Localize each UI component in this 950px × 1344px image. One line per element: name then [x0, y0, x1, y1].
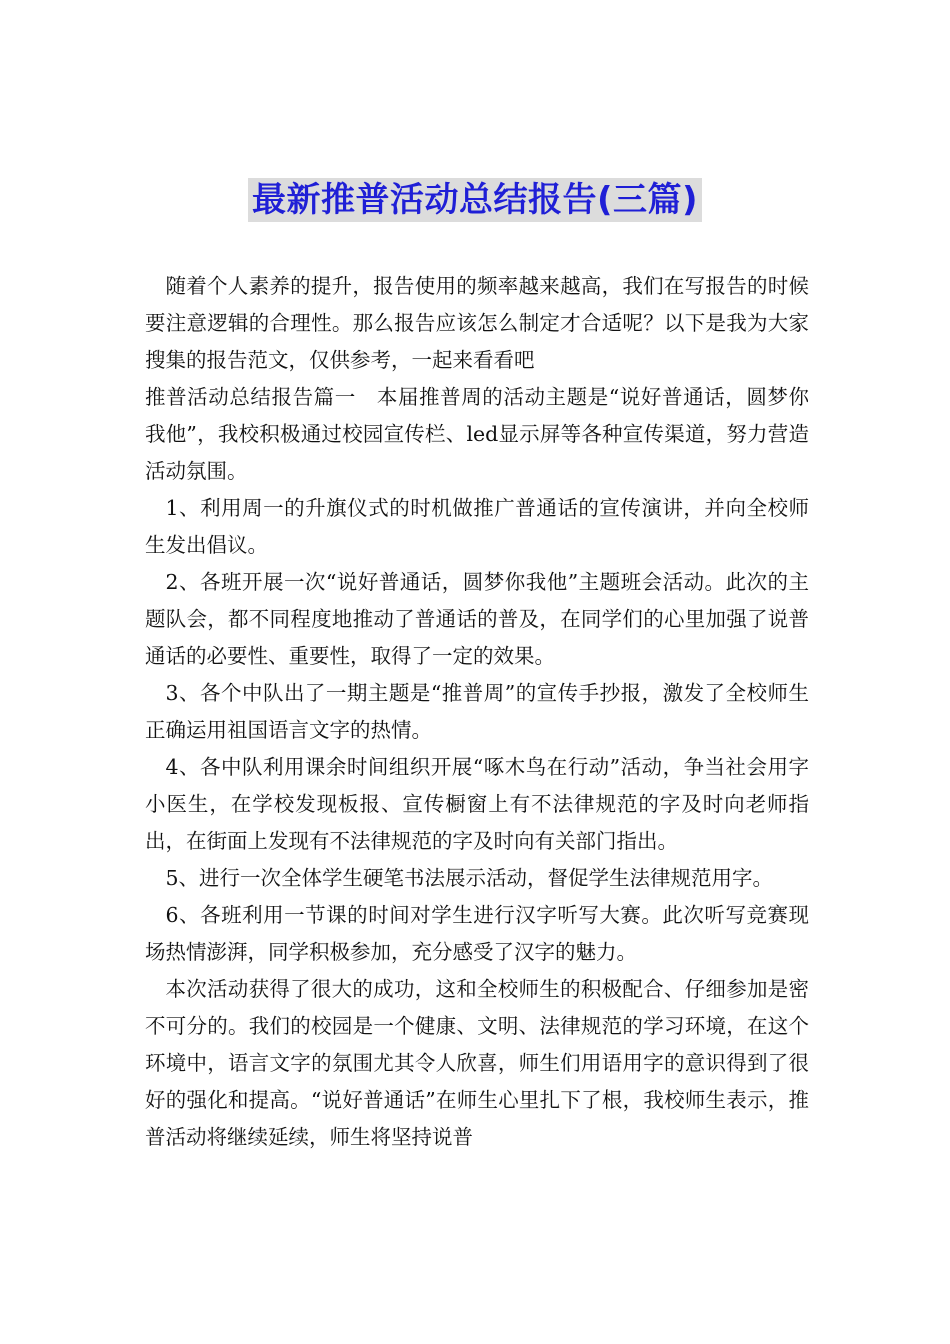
section-one-paragraph: 推普活动总结报告篇一 本届推普周的活动主题是“说好普通话，圆梦你我他”，我校积极通过校园宣传栏、led显示屏等各种宣传渠道，努力营造活动氛围。	[145, 385, 809, 483]
document-title: 最新推普活动总结报告(三篇)	[248, 178, 702, 222]
list-item-2: 2、各班开展一次“说好普通话，圆梦你我他”主题班会活动。此次的主题队会，都不同程度地推动了普通话的普及，在同学们的心里加强了说普通话的必要性、重要性，取得了一定的效果。	[145, 570, 809, 668]
intro-paragraph: 随着个人素养的提升，报告使用的频率越来越高，我们在写报告的时候要注意逻辑的合理性。那么报告应该怎么制定才合适呢？以下是我为大家搜集的报告范文，仅供参考，一起来看看吧	[145, 274, 809, 372]
list-item-6: 6、各班利用一节课的时间对学生进行汉字听写大赛。此次听写竞赛现场热情澎湃，同学积极参加，充分感受了汉字的魅力。	[145, 903, 809, 964]
list-item-4: 4、各中队利用课余时间组织开展“啄木鸟在行动”活动，争当社会用字小医生，在学校发现板报、宣传橱窗上有不法律规范的字及时向老师指出，在街面上发现有不法律规范的字及时向有关部门指出。	[145, 755, 809, 853]
list-item-5: 5、进行一次全体学生硬笔书法展示活动，督促学生法律规范用字。	[165, 866, 774, 890]
document-body	[145, 268, 809, 1156]
list-item-3: 3、各个中队出了一期主题是“推普周”的宣传手抄报，激发了全校师生正确运用祖国语言文字的热情。	[145, 681, 809, 742]
list-item-1: 1、利用周一的升旗仪式的时机做推广普通话的宣传演讲，并向全校师生发出倡议。	[145, 496, 809, 557]
conclusion-paragraph: 本次活动获得了很大的成功，这和全校师生的积极配合、仔细参加是密不可分的。我们的校园是一个健康、文明、法律规范的学习环境，在这个环境中，语言文字的氛围尤其令人欣喜，师生们用语用字的意识得到了很好的强化和提高。“说好普通话”在师生心里扎下了根，我校师生表示，推普活动将继续延续，师生将坚持说普	[145, 977, 809, 1149]
title-container	[0, 178, 950, 222]
